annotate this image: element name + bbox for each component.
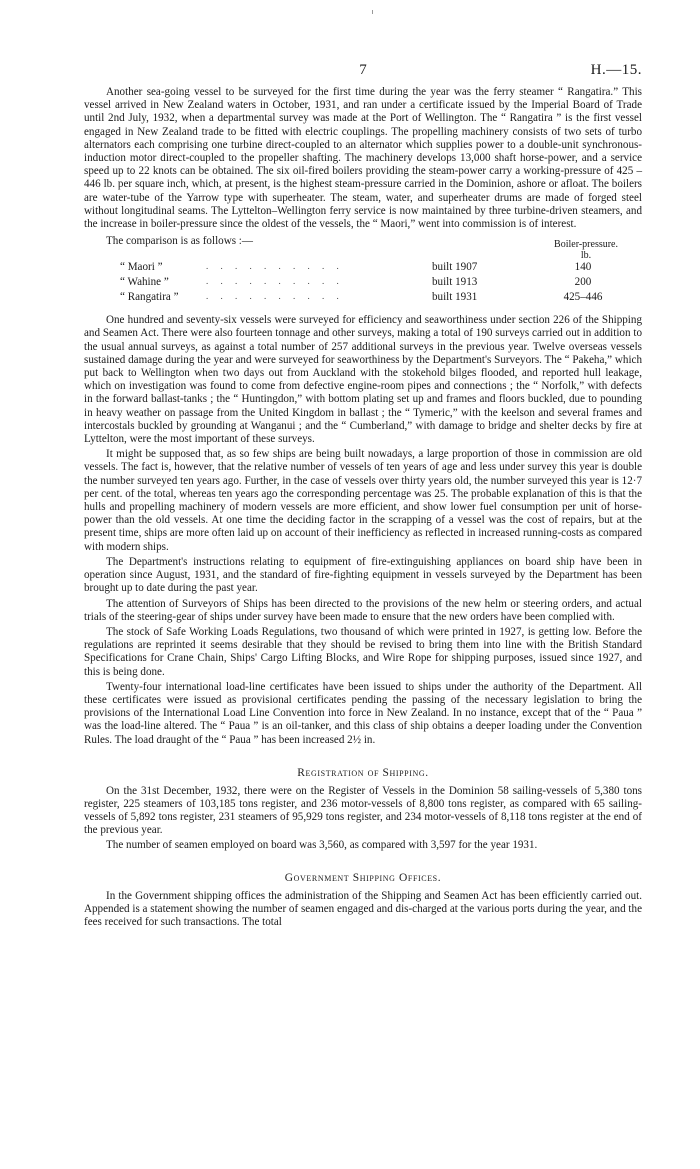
scan-mark (372, 10, 373, 14)
column-header-title: Boiler-pressure. (554, 239, 618, 251)
document-reference: H.—15. (590, 62, 642, 78)
page-number: 7 (359, 62, 367, 78)
comparison-column-header (554, 239, 618, 261)
comparison-row (120, 276, 642, 289)
dot-leader: . . . . . . . . . . (206, 261, 344, 272)
dot-leader: . . . . . . . . . . (206, 291, 344, 302)
paragraph-register-of-vessels: On the 31st December, 1932, there were on the Register of Vessels in the Dominion 58 sailing-vessels of 5,380 tons register, 225 steamers of 103,185 tons register, and 236 motor-vessels of 8,800 tons register, as compared with 65 sailing-vessels of 5,892 tons register, 231 steamers of 95,929 tons register, and 234 motor-vessels of 8,118 tons register at the end of the previous year. (84, 784, 642, 837)
paragraph-steering-orders: The attention of Surveyors of Ships has been directed to the provisions of the new helm or steering orders, and actual trials of the steering-gear of ships under survey have been made to ensure that the new orders have been complied with. (84, 597, 642, 623)
page-body (84, 86, 642, 931)
vessel-name: “ Maori ” (120, 261, 163, 274)
paragraph-seamen-employed: The number of seamen employed on board was 3,560, as compared with 3,597 for the year 1931. (106, 838, 538, 851)
boiler-pressure-comparison (84, 233, 642, 311)
paragraph-fire-equipment: The Department's instructions relating to equipment of fire-extinguishing appliances on board ship have been in operation since August, 1931, and the standard of fire-fighting equipment in vessels surveyed by the Department has been brought up to date during the past year. (84, 555, 642, 595)
section-title-registration: Registration of Shipping. (297, 766, 429, 779)
paragraph-shipping-offices: In the Government shipping offices the administration of the Shipping and Seamen Act has been efficiently carried out. Appended is a statement showing the number of seamen engaged and dis-charged at the various ports during the year, and the fees received for such transactions. The total (84, 889, 642, 929)
vessel-pressure: 140 (574, 261, 592, 274)
vessel-built: built 1907 (432, 261, 478, 274)
column-header-unit: lb. (580, 250, 592, 262)
vessel-pressure: 425–446 (563, 291, 603, 304)
page-header (84, 62, 642, 84)
dot-leader: . . . . . . . . . . (206, 276, 344, 287)
vessel-built: built 1913 (432, 276, 478, 289)
section-title-government-offices: Government Shipping Offices. (284, 871, 442, 884)
vessel-name: “ Wahine ” (120, 276, 169, 289)
comparison-intro: The comparison is as follows :— (106, 235, 253, 248)
paragraph-old-vessels: It might be supposed that, as so few ships are being built nowadays, a large proportion of those in commission are old vessels. The fact is, however, that the relative number of vessels of ten years of age and less under survey this year is double the number surveyed ten years ago. Further, in the case of vessels over thirty years old, the number surveyed this year is 12·7 per cent. of the total, whereas ten years ago the corresponding percentage was 25. The probable explanation of this is that the hulls and propelling machinery of modern vessels are more efficient, and show lower fuel consumption per unit of horse-power than the old vessels. At one time the deciding factor in the scrapping of a vessel was the cost of repairs, but at the present time, ships are more often laid up on account of their inefficiency as reflected in increased running-costs as compared with modern ships. (84, 448, 642, 553)
paragraph-rangatira: Another sea-going vessel to be surveyed for the first time during the year was the ferry steamer “ Rangatira.” This vessel arrived in New Zealand waters in October, 1931, and ran under a certificate issued by the Imperial Board of Trade until 2nd July, 1932, when a departmental survey was made at the Port of Wellington. The “ Rangatira ” is the first vessel engaged in New Zealand trade to be fitted with electric couplings. The propelling machinery consists of two sets of turbo alternators each comprising one turbine direct-coupled to an alternator which supplies power to a double-unit synchronous-induction motor direct-coupled to the propeller shafting. The machinery develops 13,000 shaft horse-power, and a service speed up to 22 knots can be obtained. The six oil-fired boilers providing the steam-power carry a working-pressure of 425 – 446 lb. per square inch, which, at present, is the highest steam-pressure carried in the Dominion, ashore or afloat. The boilers are water-tube of the Yarrow type with superheater. The steam, water, and superheater drums are made of forged steel without longitudinal seams. The Lyttelton–Wellington ferry service is now maintained by three turbine-driven steamers, and the increase in boiler-pressure since the oldest of the vessels, the “ Maori,” went into commission is of interest. (84, 86, 642, 231)
paragraph-load-line: Twenty-four international load-line certificates have been issued to ships under the authority of the Department. All these certificates were issued as provisional certificates pending the passing of the necessary legislation to bring the provisions of the International Load Line Convention into force in New Zealand. In no instance, except that of the “ Paua ” was the load-line altered. The “ Paua ” is an oil-tanker, and this class of ship obtains a deeper loading under the Convention Rules. The load draught of the “ Paua ” has been increased 2½ in. (84, 680, 642, 746)
vessel-built: built 1931 (432, 291, 478, 304)
paragraph-surveys: One hundred and seventy-six vessels were surveyed for efficiency and seaworthiness under section 226 of the Shipping and Seamen Act. There were also fourteen tonnage and other surveys, making a total of 190 surveys carried out in addition to the usual annual surveys, as against a total number of 257 additional surveys in the previous year. Twelve overseas vessels sustained damage during the year and were surveyed for seaworthiness by the Department's Surveyors. The “ Pakeha,” which put back to Wellington when two days out from Auckland with the stokehold bilges flooded, and reported hull leakage, which on investigation was found to come from defective engine-room pipes and connections ; the “ Norfolk,” with defects in the forward ballast-tanks ; the “ Huntingdon,” with bottom plating set up and frames and floors buckled, due to pounding in heavy weather on passage from the United Kingdom in ballast ; the “ Tymeric,” with the keelson and several frames and intercostals buckled by grounding at Wanganui ; and the “ Cumberland,” with damage to bridge and shelter decks by fire at Lyttelton, were the most important of these surveys. (84, 314, 642, 446)
paragraph-safe-working-loads: The stock of Safe Working Loads Regulations, two thousand of which were printed in 1927, is getting low. Before the regulations are reprinted it seems desirable that they should be revised to bring them into line with the British Standard Specifications for Crane Chain, Ships' Cargo Lifting Blocks, and Wire Rope for shipping purposes, issued since 1927, and this is being done. (84, 625, 642, 678)
comparison-row (120, 261, 642, 274)
comparison-row (120, 291, 642, 304)
vessel-name: “ Rangatira ” (120, 291, 179, 304)
vessel-pressure: 200 (574, 276, 592, 289)
